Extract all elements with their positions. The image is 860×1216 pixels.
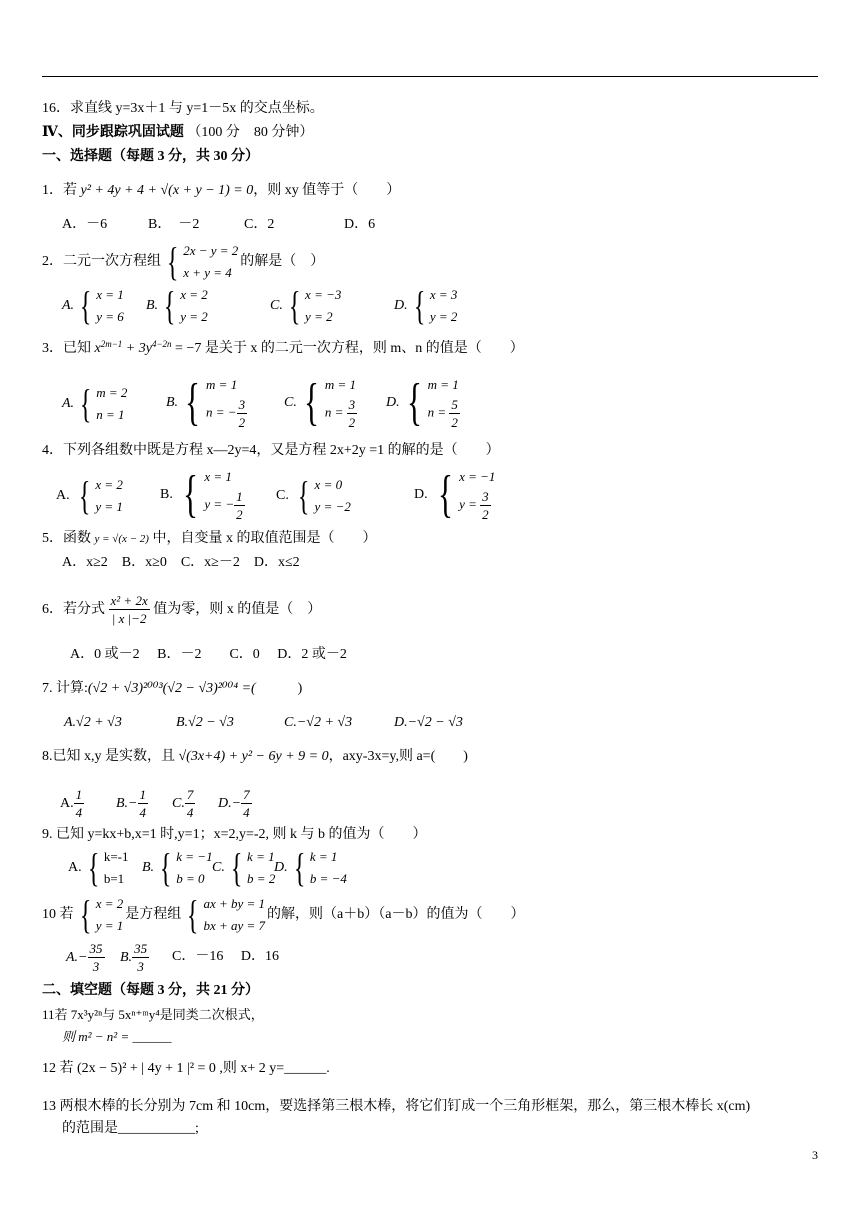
q9-option-b: B. { k = −1 b = 0 bbox=[142, 845, 213, 890]
q4-option-a: A. { x = 2 y = 1 bbox=[56, 473, 123, 518]
q2-option-c: C. { x = −3 y = 2 bbox=[270, 283, 342, 328]
question-4: 4．下列各组数中既是方程 x—2y=4，又是方程 2x+2y =1 的解的是（ ） bbox=[42, 443, 500, 458]
q1-option-b: B． －2 bbox=[148, 217, 200, 232]
header-rule bbox=[42, 76, 818, 77]
part-1-heading: 一、选择题（每题 3 分，共 30 分） bbox=[42, 149, 259, 164]
page-number: 3 bbox=[812, 1148, 818, 1162]
q1-option-a: A．－6 bbox=[62, 217, 108, 232]
question-7: 7. 计算:(√2 + √3)²⁰⁰³(√2 − √3)²⁰⁰⁴ =( ) bbox=[42, 681, 303, 696]
q9-option-d: D. { k = 1 b = −4 bbox=[274, 845, 347, 890]
q3-option-d: D. { m = 1 n = $\frac{5}{2}$ bbox=[386, 373, 459, 431]
question-2: 2．二元一次方程组 { 2x − y = 2 x + y = 4 的解是（ ） bbox=[42, 239, 325, 284]
q1-option-d: D．6 bbox=[344, 217, 376, 232]
q3-option-b: B. { m = 1 n = − $\frac{3}{2}$ bbox=[166, 373, 246, 431]
q6-options: A．0 或－2 B．－2 C．0 D．2 或－2 bbox=[70, 647, 347, 662]
question-10: 10 若 { x = 2 y = 1 是方程组 { ax + by = 1 bx + ay = 7 的解，则（a＋b）（a－b）的值为（ ） bbox=[42, 892, 525, 937]
q9-option-c: C. { k = 1 b = 2 bbox=[212, 845, 276, 890]
q7-expression: (√2 + √3)²⁰⁰³(√2 − √3)²⁰⁰⁴ =( bbox=[87, 681, 256, 696]
q3-option-c: C. { m = 1 n = $\frac{3}{2}$ bbox=[284, 373, 356, 431]
question-5: 5．函数 y = √(x − 2) 中，自变量 x 的取值范围是（ ） bbox=[42, 531, 377, 546]
q1-expression: y² + 4y + 4 + √(x + y − 1) = 0 bbox=[80, 183, 254, 198]
question-1: 1．若 y² + 4y + 4 + √(x + y − 1) = 0，则 xy 值等于（ ） bbox=[42, 183, 401, 198]
q4-option-d: D. { x = −1 y = $\frac{3}{2}$ bbox=[414, 465, 496, 523]
q2-option-b: B. { x = 2 y = 2 bbox=[146, 283, 208, 328]
part-2-heading: 二、填空题（每题 3 分，共 21 分） bbox=[42, 983, 259, 998]
q7-option-d: D.−√2 − √3 bbox=[394, 715, 463, 730]
q1-option-c: C．2 bbox=[244, 217, 275, 232]
q8-option-c: C. $\frac{7}{4}$ bbox=[172, 787, 194, 820]
question-16: 16．求直线 y=3x＋1 与 y=1－5x 的交点坐标。 bbox=[42, 101, 324, 116]
q8-option-d: D.− $\frac{7}{4}$ bbox=[218, 787, 250, 820]
question-8: 8.已知 x,y 是实数，且 √(3x+4) + y² − 6y + 9 = 0，axy-3x=y,则 a=( ) bbox=[42, 749, 468, 764]
q8-option-a: A. $\frac{1}{4}$ bbox=[60, 787, 83, 820]
q8-option-b: B.− $\frac{1}{4}$ bbox=[116, 787, 146, 820]
q4-option-b: B. { x = 1 y = − $\frac{1}{2}$ bbox=[160, 465, 243, 523]
q2-option-d: D. { x = 3 y = 2 bbox=[394, 283, 458, 328]
q3-option-a: A. { m = 2 n = 1 bbox=[62, 381, 128, 426]
q2-option-a: A. { x = 1 y = 6 bbox=[62, 283, 124, 328]
q10-option-a: A.− $\frac{35}{3}$ bbox=[66, 941, 103, 974]
question-3: 3．已知 $x^{2m-1} + 3y^{4-2n} = -7$ 是关于 x 的二元一次方程，则 m、n 的值是（ ） bbox=[42, 339, 524, 356]
question-6: 6．若分式 $\frac{\text{x² + 2x}}{| x |-2}$ 值为零，则 x 的值是（ ） bbox=[42, 593, 322, 627]
q10-option-b: B. $\frac{35}{3}$ bbox=[120, 941, 148, 974]
q7-option-b: B.√2 − √3 bbox=[176, 715, 234, 730]
q7-option-a: A.√2 + √3 bbox=[64, 715, 122, 730]
question-13: 13 两根木棒的长分别为 7cm 和 10cm，要选择第三根木棒，将它们钉成一个三角形框架，那么，第三根木棒长 x(cm) bbox=[42, 1099, 751, 1114]
q2-system: { 2x − y = 2 x + y = 4 bbox=[166, 239, 239, 284]
q3-expression: $x^{2m-1} + 3y^{4-2n}$ bbox=[94, 339, 172, 356]
q5-options: A．x≥2 B．x≥0 C．x≥－2 D．x≤2 bbox=[62, 555, 300, 570]
q7-option-c: C.−√2 + √3 bbox=[284, 715, 353, 730]
q6-fraction: $\frac{\text{x² + 2x}}{| x |-2}$ bbox=[110, 593, 148, 627]
q11-line2: 则 m² − n² = ______ bbox=[62, 1029, 172, 1044]
question-9: 9. 已知 y=kx+b,x=1 时,y=1；x=2,y=-2, 则 k 与 b 的值为（ ） bbox=[42, 827, 427, 842]
q8-expression: √(3x+4) + y² − 6y + 9 = 0 bbox=[178, 749, 329, 764]
q5-expression: y = √(x − 2) bbox=[94, 533, 149, 545]
q4-option-c: C. { x = 0 y = −2 bbox=[276, 473, 351, 518]
question-11: 11若 7x³y²ⁿ与 5xⁿ⁺ᵐy⁴是同类二次根式， bbox=[42, 1007, 264, 1022]
q9-option-a: A. { k=-1 b=1 bbox=[68, 845, 129, 890]
q10-options-rest: C．－16 D．16 bbox=[172, 949, 279, 964]
q13-line2: 的范围是___________; bbox=[62, 1121, 199, 1136]
question-12: 12 若 (2x − 5)² + | 4y + 1 |² = 0 ,则 x+ 2 y=______. bbox=[42, 1061, 330, 1076]
section-4-heading: Ⅳ、同步跟踪巩固试题 （100 分 80 分钟） bbox=[42, 125, 314, 140]
